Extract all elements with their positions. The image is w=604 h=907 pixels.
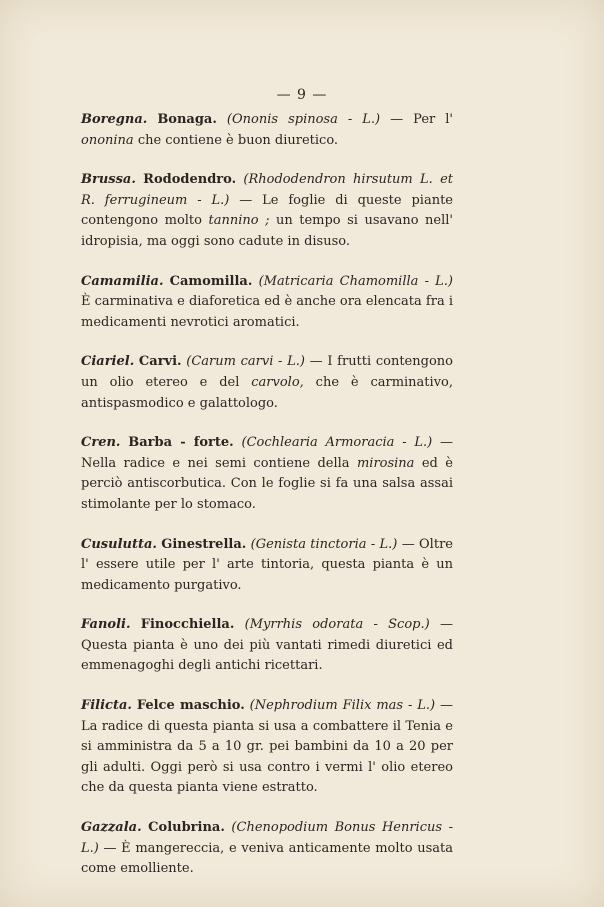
entry-text: — La radice di questa pianta si usa a combattere il Tenia e si amministra da 5 a 10 gr. pei bambini da 10 a 20 per gli adulti. Oggi però si usa contro i vermi l' olio etereo che da questa pianta viene estratto. bbox=[81, 698, 453, 796]
entry-cren bbox=[81, 433, 453, 515]
entry-list bbox=[81, 110, 453, 899]
entry-latin-name: (Cochlearia Armoracia - L.) bbox=[241, 435, 433, 451]
entry-dialect-name: Cusulutta. bbox=[81, 536, 157, 552]
entry-common-name: Felce maschio. bbox=[136, 698, 245, 714]
entry-common-name: Barba - forte. bbox=[128, 435, 234, 451]
entry-common-name: Camomilla. bbox=[169, 273, 253, 289]
entry-dialect-name: Boregna. bbox=[81, 112, 148, 127]
entry-boregna bbox=[81, 110, 453, 151]
entry-text: ed è perciò antiscorbutica. Con le foglie si fa una salsa assai stimolante per lo stomaco. bbox=[81, 455, 453, 512]
entry-latin-name: (Ononis spinosa - L.) bbox=[226, 112, 381, 127]
entry-emphasis: tannino ; bbox=[208, 213, 270, 229]
entry-dialect-name: Filicta. bbox=[81, 698, 132, 714]
entry-common-name: Ginestrella. bbox=[161, 536, 247, 552]
entry-dialect-name: Fanoli. bbox=[81, 617, 131, 633]
entry-latin-name: (Rhododendron hirsutum L. et R. ferrugineum - L.) bbox=[81, 172, 453, 208]
page-number: — 9 — bbox=[276, 87, 328, 103]
entry-dialect-name: Ciariel. bbox=[81, 354, 135, 370]
entry-gazzala bbox=[81, 818, 453, 880]
entry-dialect-name: Cren. bbox=[81, 435, 121, 451]
entry-fanoli bbox=[81, 615, 453, 677]
entry-text: che contiene è buon diuretico. bbox=[133, 132, 339, 148]
entry-ciariel bbox=[81, 352, 453, 414]
entry-text: — I frutti contengono un olio etereo e del bbox=[81, 354, 453, 390]
entry-filicta bbox=[81, 696, 453, 799]
entry-emphasis: ononina bbox=[81, 132, 134, 148]
entry-latin-name: (Genista tinctoria - L.) bbox=[250, 536, 398, 552]
entry-text: — Per l' bbox=[380, 112, 453, 127]
entry-camamilia bbox=[81, 272, 453, 334]
entry-text: — Questa pianta è uno dei più vantati rimedi diuretici ed emmenagoghi degli antichi ricettari. bbox=[81, 617, 453, 674]
entry-text: — Oltre l' essere utile per l' arte tintoria, questa pianta è un medicamento purgativo. bbox=[81, 536, 453, 593]
entry-text: — Nella radice e nei semi contiene della bbox=[81, 435, 454, 471]
entry-dialect-name: Camamilia. bbox=[81, 273, 164, 289]
entry-latin-name: (Myrrhis odorata - Scop.) bbox=[244, 617, 430, 633]
entry-common-name: Carvi. bbox=[138, 354, 182, 370]
entry-text: — È mangereccia, e veniva anticamente molto usata come emolliente. bbox=[81, 840, 453, 877]
entry-latin-name: (Nephrodium Filix mas - L.) bbox=[249, 698, 436, 714]
entry-latin-name: (Matricaria Chamomilla - L.) bbox=[258, 273, 453, 289]
entry-common-name: Bonaga. bbox=[157, 112, 217, 127]
entry-cusulutta bbox=[81, 535, 453, 597]
entry-text: — Le foglie di queste piante contengono molto bbox=[81, 192, 453, 229]
entry-common-name: Colubrina. bbox=[148, 820, 225, 836]
entry-emphasis: mirosina bbox=[356, 455, 415, 471]
entry-dialect-name: Brussa. bbox=[81, 172, 136, 188]
entry-latin-name: (Chenopodium Bonus Henricus - L.) bbox=[81, 820, 453, 856]
entry-common-name: Finocchiella. bbox=[140, 617, 235, 633]
entry-emphasis: carvolo, bbox=[251, 374, 304, 390]
entry-dialect-name: Gazzala. bbox=[81, 820, 142, 836]
entry-common-name: Rododendro. bbox=[143, 172, 237, 188]
entry-text: che è carminativo, antispasmodico e galattologo. bbox=[81, 374, 453, 411]
entry-latin-name: (Carum carvi - L.) bbox=[186, 354, 305, 370]
entry-text: un tempo si usavano nell' idropisia, ma oggi sono cadute in disuso. bbox=[81, 213, 453, 249]
entry-brussa bbox=[81, 170, 453, 252]
entry-text: È carminativa e diaforetica ed è anche ora elencata fra i medicamenti nevrotici aromatici. bbox=[81, 294, 453, 330]
